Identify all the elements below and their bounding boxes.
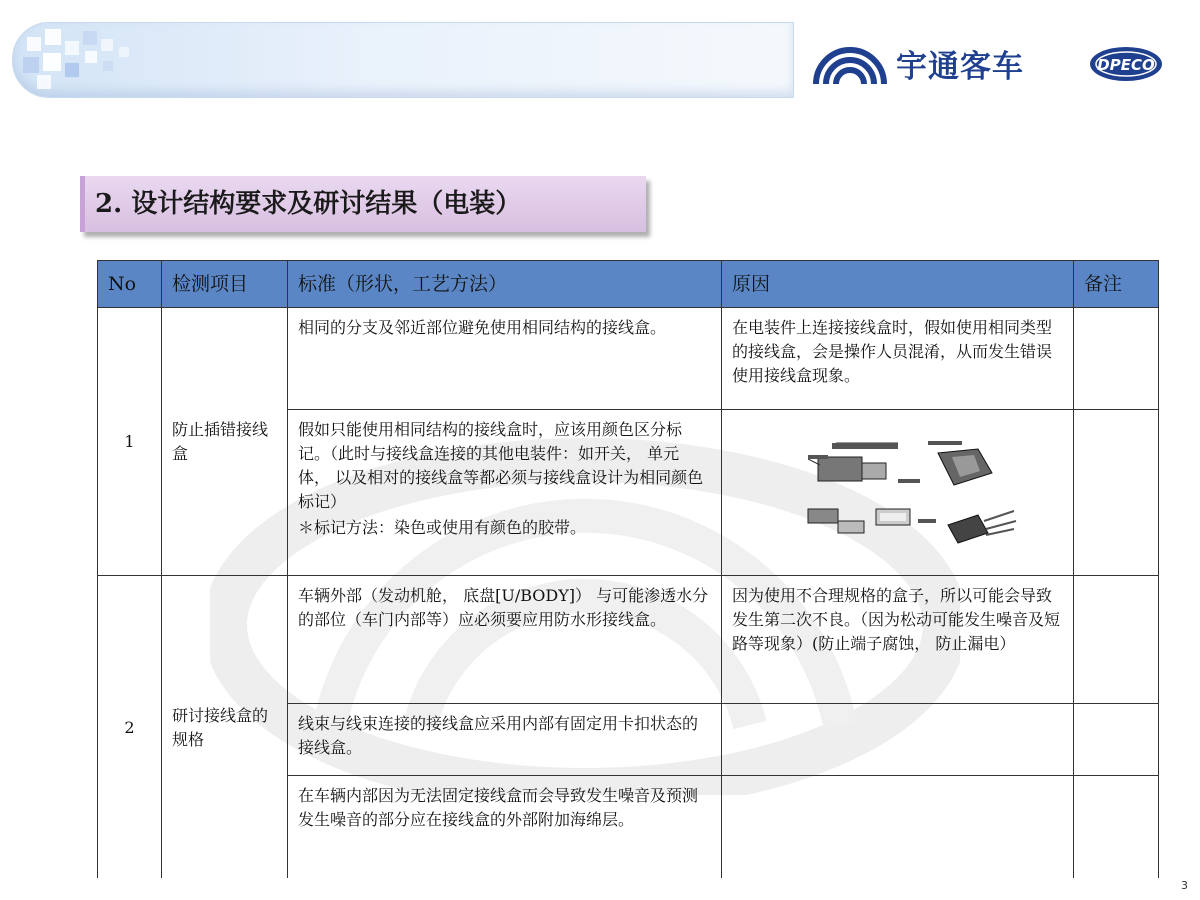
standard-cell xyxy=(288,410,722,576)
standard-cell: 线束与线束连接的接线盒应采用内部有固定用卡扣状态的接线盒。 xyxy=(288,704,722,776)
note-cell xyxy=(1074,308,1159,410)
row-number: 1 xyxy=(98,308,162,576)
company-name: 宇通客车 xyxy=(896,48,1024,85)
reason-cell: 在电装件上连接接线盒时，假如使用相同类型的接线盒，会是操作人员混淆，从而发生错误使用接线盒现象。 xyxy=(722,308,1074,410)
standard-cell: 车辆外部（发动机舱， 底盘[U/BODY]） 与可能渗透水分的部位（车门内部等）应必须要应用防水形接线盒。 xyxy=(288,576,722,704)
table-row xyxy=(98,576,1159,704)
connector-photo xyxy=(778,429,1018,557)
check-item: 研讨接线盒的规格 xyxy=(162,576,288,879)
reason-cell xyxy=(722,704,1074,776)
section-title: 2. 设计结构要求及研讨结果（电装） xyxy=(80,176,646,232)
standard-text: 假如只能使用相同结构的接线盒时，应该用颜色区分标记。（此时与接线盒连接的其他电装件：如开关， 单元体， 以及相对的接线盒等都必须与接线盒设计为相同颜色标记） xyxy=(298,420,704,511)
note-cell xyxy=(1074,704,1159,776)
partner-logo-text: DPECO xyxy=(1097,56,1155,74)
note-cell xyxy=(1074,410,1159,576)
col-header-no: No xyxy=(98,261,162,308)
reason-cell xyxy=(722,410,1074,576)
note-cell xyxy=(1074,776,1159,879)
col-header-item: 检测项目 xyxy=(162,261,288,308)
page-number: 3 xyxy=(1181,879,1188,892)
col-header-standard: 标准（形状，工艺方法） xyxy=(288,261,722,308)
inspection-table xyxy=(97,260,1159,878)
table-row xyxy=(98,308,1159,410)
col-header-note: 备注 xyxy=(1074,261,1159,308)
standard-marking-note: ＊标记方法：染色或使用有颜色的胶带。 xyxy=(298,518,587,537)
check-item: 防止插错接线盒 xyxy=(162,308,288,576)
reason-cell: 因为使用不合理规格的盒子，所以可能会导致发生第二次不良。（因为松动可能发生噪音及短路等现象）(防止端子腐蚀， 防止漏电） xyxy=(722,576,1074,704)
standard-cell: 相同的分支及邻近部位避免使用相同结构的接线盒。 xyxy=(288,308,722,410)
note-cell xyxy=(1074,576,1159,704)
reason-cell xyxy=(722,776,1074,879)
col-header-reason: 原因 xyxy=(722,261,1074,308)
row-number: 2 xyxy=(98,576,162,879)
standard-cell: 在车辆内部因为无法固定接线盒而会导致发生噪音及预测发生噪音的部分应在接线盒的外部附加海绵层。 xyxy=(288,776,722,879)
table-header-row xyxy=(98,261,1159,308)
